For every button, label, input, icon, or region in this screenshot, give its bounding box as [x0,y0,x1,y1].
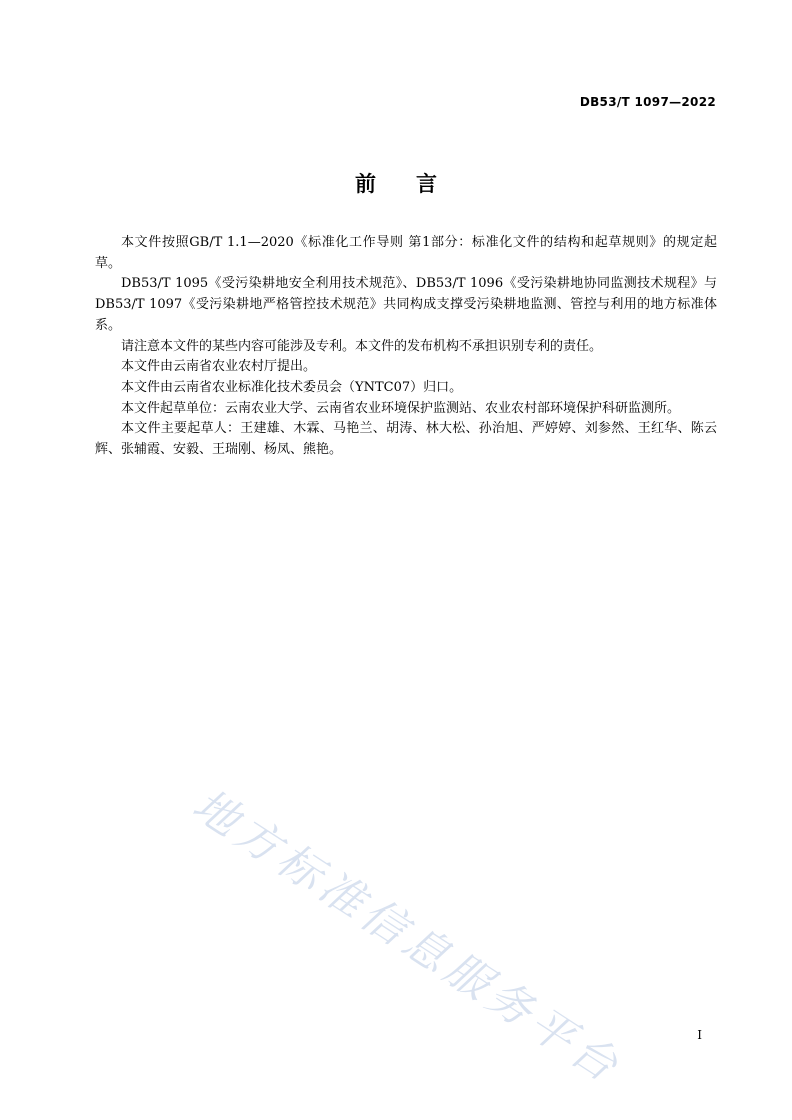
paragraph-drafters: 本文件主要起草人：王建雄、木霖、马艳兰、胡涛、林大松、孙治旭、严婷婷、刘参然、王红华、陈云辉、张辅霞、安毅、王瑞刚、杨凤、熊艳。 [95,421,717,458]
page-number: I [697,1028,702,1042]
watermark: 地方标准信息服务平台 [183,779,631,1095]
paragraph-drafting-units: 本文件起草单位：云南农业大学、云南省农业环境保护监测站、农业农村部环境保护科研监测所。 [121,400,681,416]
page-title: 前言 [355,172,477,196]
paragraph-drafting-rules: 本文件按照GB/T 1.1—2020《标准化工作导则 第1部分：标准化文件的结构和起草规则》的规定起草。 [95,235,717,271]
foreword-body [95,233,717,461]
document-code: DB53/T 1097—2022 [579,95,716,109]
paragraph-standard-system: DB53/T 1095《受污染耕地安全利用技术规范》、DB53/T 1096《受污染耕地协同监测技术规程》与DB53/T 1097《受污染耕地严格管控技术规范》共同构成支撑受污染耕地监测、管控与利用的地方标准体系。 [95,276,717,333]
paragraph-under-jurisdiction: 本文件由云南省农业标准化技术委员会（YNTC07）归口。 [121,379,463,395]
paragraph-patent-notice: 请注意本文件的某些内容可能涉及专利。本文件的发布机构不承担识别专利的责任。 [121,338,603,354]
paragraph-proposed-by: 本文件由云南省农业农村厅提出。 [121,359,317,375]
